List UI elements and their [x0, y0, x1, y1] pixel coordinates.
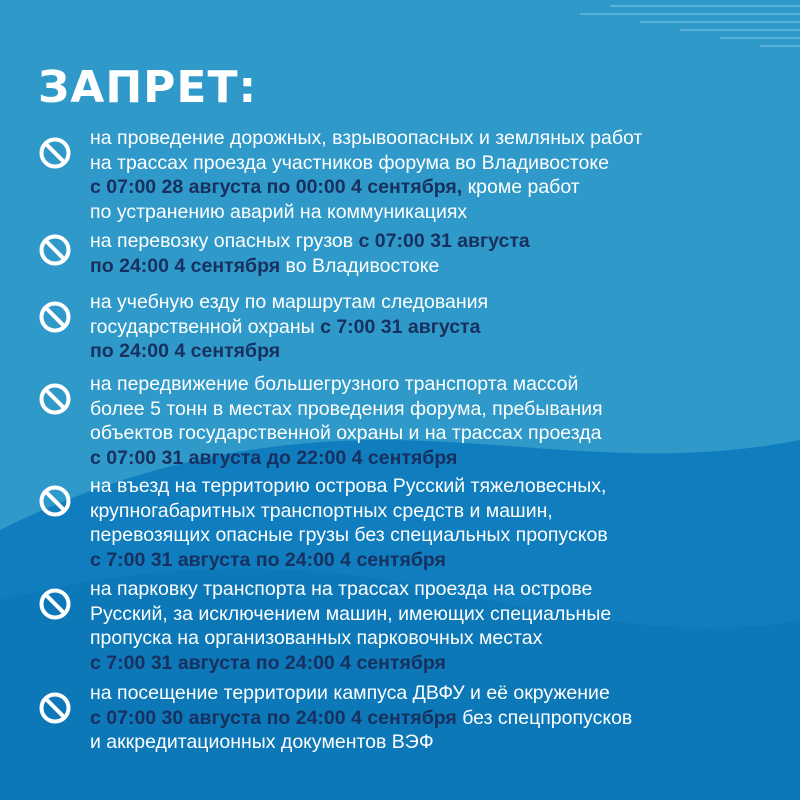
rule-line — [90, 730, 770, 755]
rule-line — [90, 446, 770, 471]
page-title: ЗАПРЕТ: — [38, 62, 258, 113]
rule-line — [90, 397, 770, 422]
prohibited-sign-icon — [38, 484, 72, 518]
rule-text-segment: на перевозку опасных грузов — [90, 230, 359, 252]
rule-line — [90, 681, 770, 706]
rule-line — [90, 706, 770, 731]
rule-line — [90, 421, 770, 446]
rule-text-segment: объектов государственной охраны и на трассах проезда — [90, 422, 602, 445]
rule-text-segment: кроме работ — [462, 176, 580, 199]
rule-text-segment: во Владивостоке — [280, 254, 440, 277]
rule-text-segment: на учебную езду по маршрутам следования — [90, 291, 489, 313]
prohibited-sign-icon — [38, 136, 72, 170]
rule-line — [90, 151, 770, 176]
rule-date-range: с 07:00 28 августа по 00:00 4 сентября, — [90, 176, 463, 199]
rule-date-range: с 7:00 31 августа — [320, 315, 481, 338]
prohibited-sign-icon — [38, 691, 72, 725]
rule-date-range: с 07:00 30 августа по 24:00 4 сентября — [90, 706, 457, 729]
prohibited-sign-icon — [38, 300, 72, 334]
prohibited-sign-icon — [38, 587, 72, 621]
rule-line — [90, 577, 770, 602]
rule-line — [90, 372, 770, 397]
rule-text-segment: на посещение территории кампуса ДВФУ и её окружение — [90, 682, 610, 704]
rule-date-range: по 24:00 4 сентября — [90, 254, 281, 277]
rule-text-segment: на въезд на территорию острова Русский тяжеловесных, — [90, 475, 607, 497]
rule-text — [90, 126, 770, 224]
rule-text — [90, 290, 770, 364]
rule-text-segment: и аккредитационных документов ВЭФ — [90, 731, 434, 754]
rule-text — [90, 577, 770, 675]
rule-line — [90, 523, 770, 548]
rule-text-segment: по устранению аварий на коммуникациях — [90, 200, 468, 223]
rule-text-segment: перевозящих опасные грузы без специальных пропусков — [90, 524, 608, 547]
rule-text-segment: пропуска на организованных парковочных местах — [90, 627, 543, 650]
prohibited-sign-icon — [38, 382, 72, 416]
rule-line — [90, 315, 770, 340]
rule-text-segment: Русский, за исключением машин, имеющих специальные — [90, 602, 612, 625]
rule-text — [90, 681, 770, 755]
rule-date-range: с 07:00 31 августа — [358, 230, 530, 252]
rule-line — [90, 229, 770, 254]
rule-line — [90, 254, 770, 279]
rule-line — [90, 626, 770, 651]
rule-date-range: с 7:00 31 августа по 24:00 4 сентября — [90, 651, 446, 674]
rule-text — [90, 372, 770, 470]
rule-line — [90, 175, 770, 200]
rule-line — [90, 200, 770, 225]
rule-text-segment: государственной охраны — [90, 315, 321, 338]
rule-line — [90, 290, 770, 315]
rule-text-segment: на передвижение большегрузного транспорта массой — [90, 373, 579, 395]
rule-text-segment: на проведение дорожных, взрывоопасных и земляных работ — [90, 127, 643, 149]
rule-date-range: по 24:00 4 сентября — [90, 340, 281, 363]
rule-line — [90, 548, 770, 573]
prohibited-sign-icon — [38, 233, 72, 267]
rule-line — [90, 474, 770, 499]
rule-text-segment: более 5 тонн в местах проведения форума, пребывания — [90, 397, 603, 420]
rule-text — [90, 229, 770, 278]
rule-text-segment: без спецпропусков — [456, 706, 633, 729]
rule-text-segment: на трассах проезда участников форума во Владивостоке — [90, 151, 609, 174]
rule-line — [90, 126, 770, 151]
rule-line — [90, 602, 770, 627]
rule-line — [90, 499, 770, 524]
rule-line — [90, 651, 770, 676]
rule-date-range: с 7:00 31 августа по 24:00 4 сентября — [90, 548, 446, 571]
rule-text — [90, 474, 770, 572]
rule-text-segment: крупногабаритных транспортных средств и машин, — [90, 499, 553, 522]
rule-date-range: с 07:00 31 августа до 22:00 4 сентября — [90, 446, 458, 469]
rule-text-segment: на парковку транспорта на трассах проезда на острове — [90, 578, 593, 600]
rule-line — [90, 339, 770, 364]
